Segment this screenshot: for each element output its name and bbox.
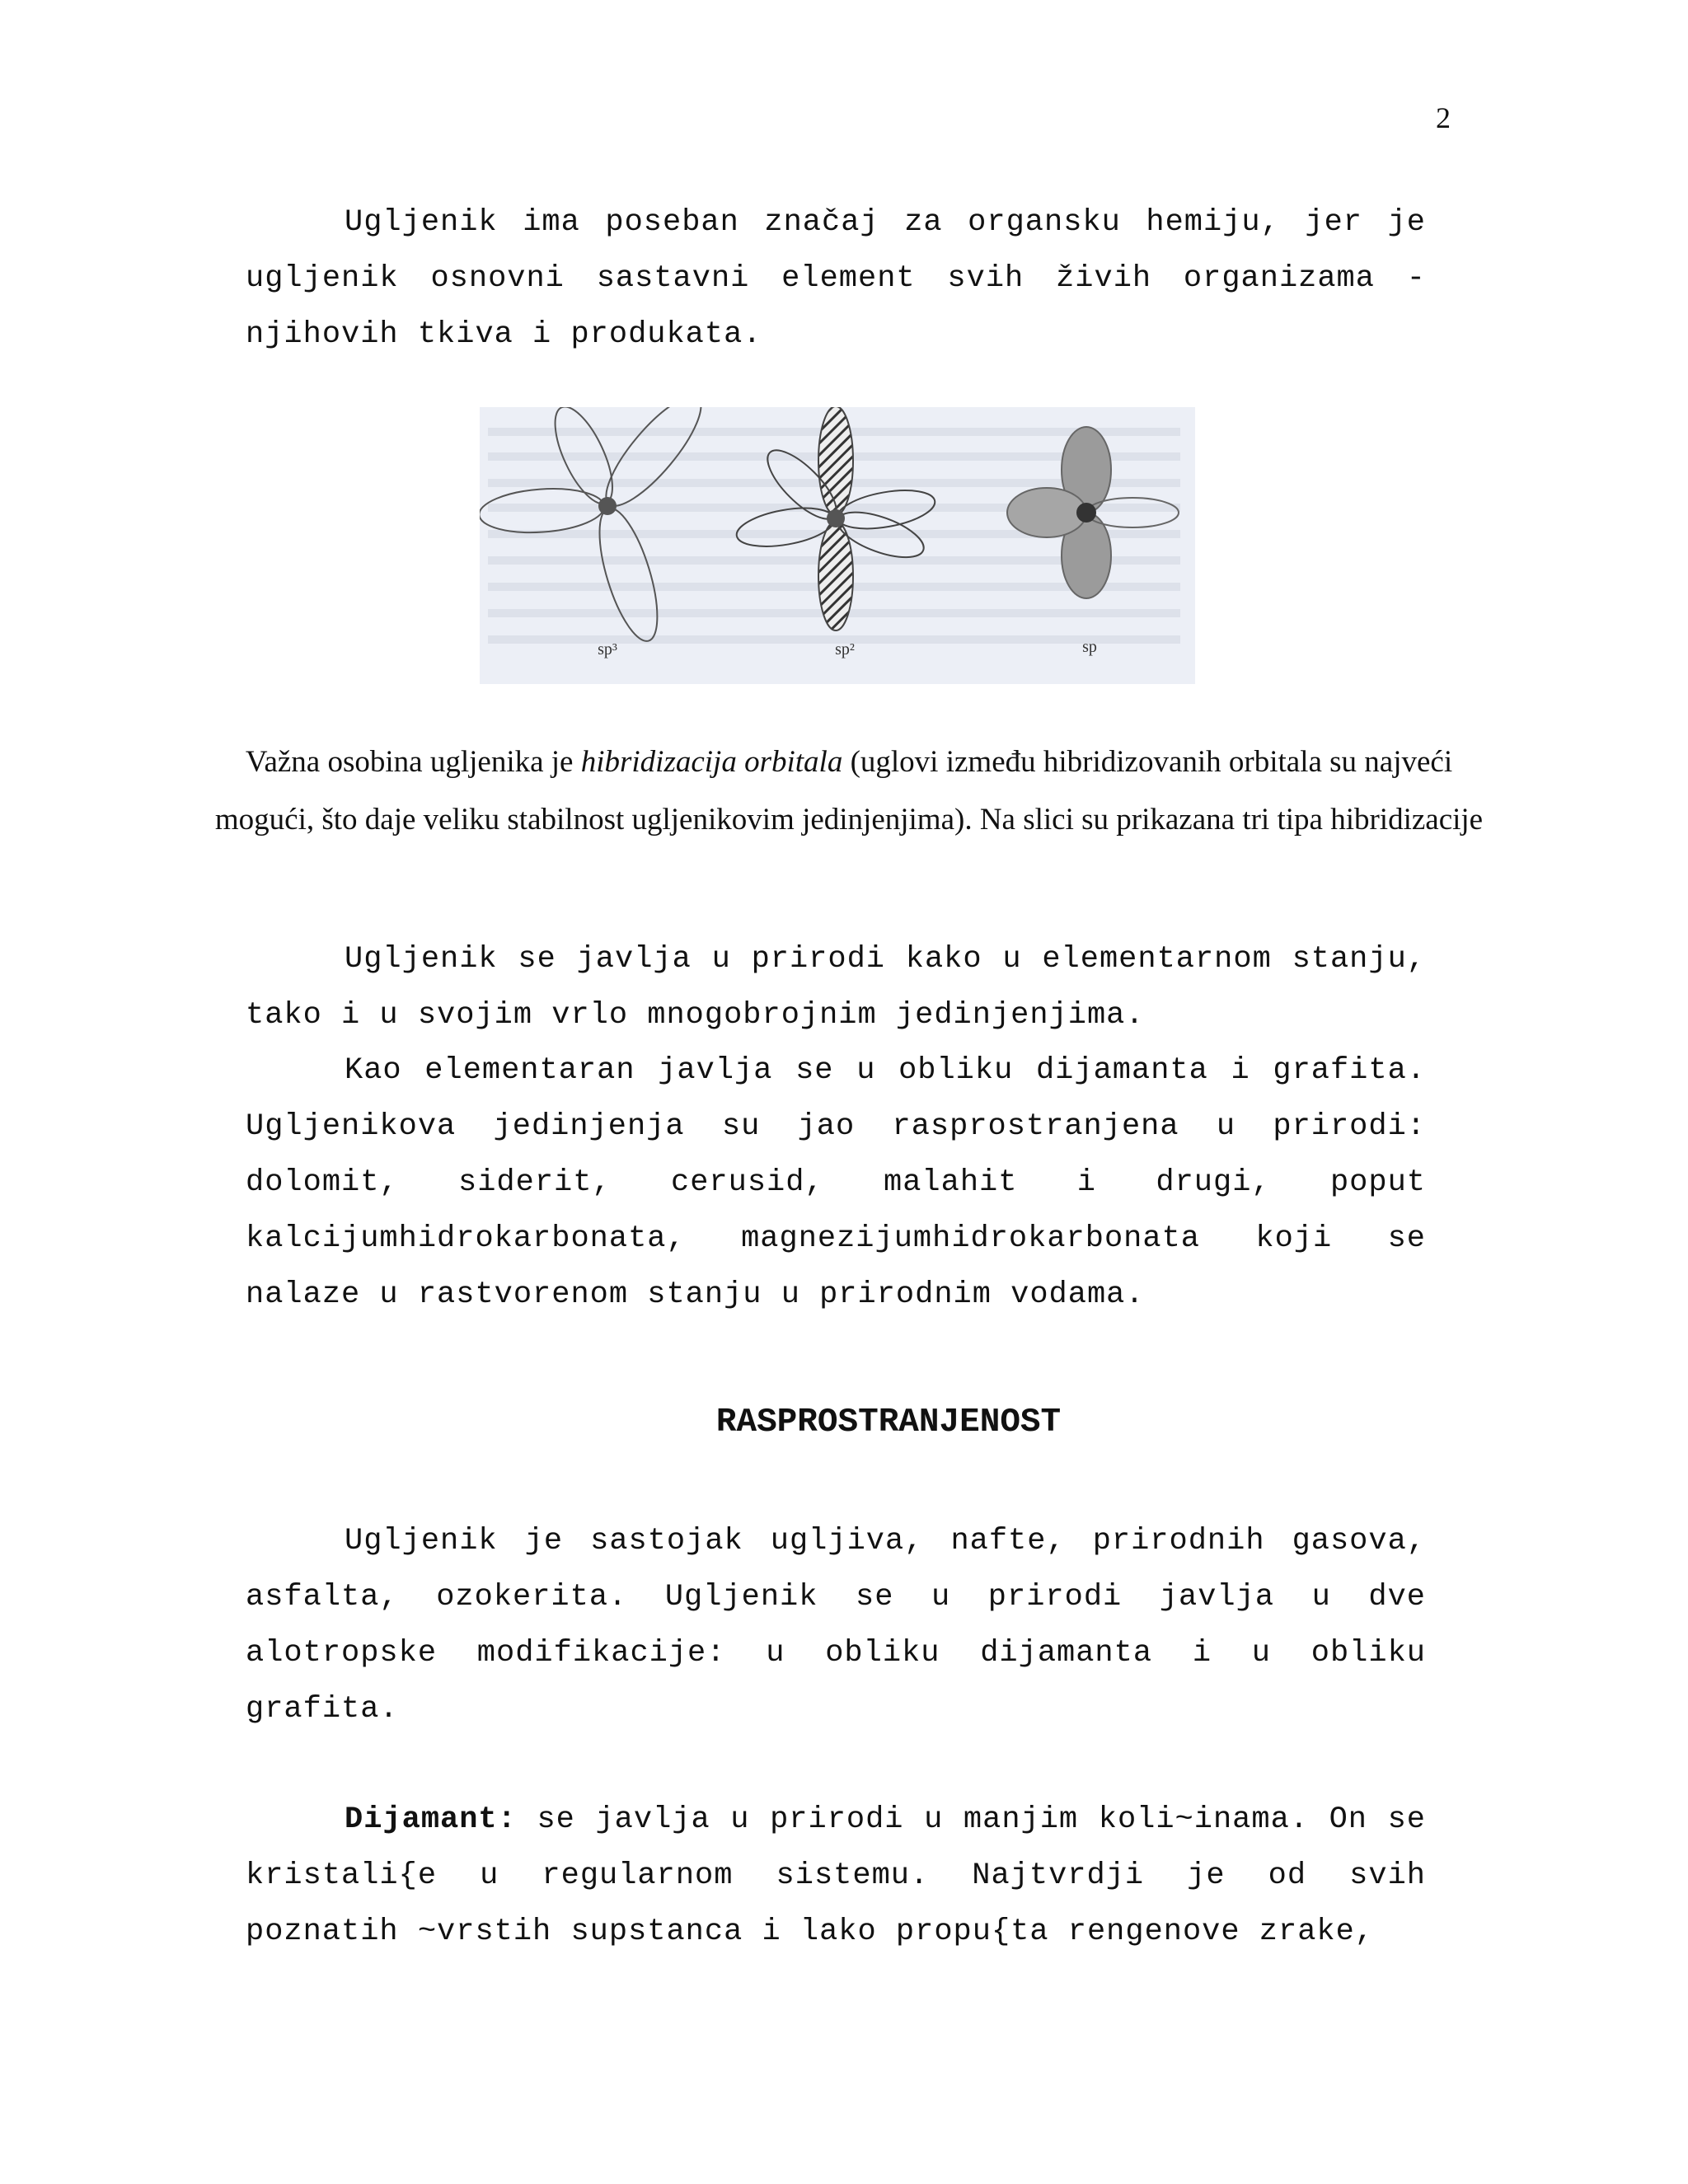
- diamond-term: Dijamant:: [345, 1802, 517, 1837]
- figure-caption: [206, 733, 1492, 849]
- diamond-text: se javlja u prirodi u manjim koli~inama. On se kristali{e u regularnom sistemu. Najtvrdji je od svih poznatih ~vrstih supstanca i lako propu{ta rengenove zrake,: [246, 1802, 1426, 1949]
- sp2-label: sp²: [835, 640, 855, 658]
- caption-emphasis: hibridizacija orbitala: [580, 745, 843, 779]
- distribution-paragraph: Ugljenik je sastojak ugljiva, nafte, prirodnih gasova, asfalta, ozokerita. Ugljenik se u prirodi javlja u dve alotropske modifikacije: u obliku dijamanta i u obliku grafita.: [246, 1524, 1426, 1727]
- caption-text-start: Važna osobina ugljenika je: [245, 745, 581, 779]
- hybridization-diagram: [480, 407, 1195, 684]
- sp2-orbital: [734, 407, 938, 630]
- elemental-forms-paragraph: Kao elementaran javlja se u obliku dijamanta i grafita. Ugljenikova jedinjenja su jao rasprostranjena u prirodi: dolomit, siderit, cerusid, malahit i drugi, poput kalcijumhidrokarbonata, magnezijumhidrokarbonata koji se nalaze u rastvorenom stanju u prirodnim vodama.: [246, 1053, 1426, 1312]
- sp3-label: sp³: [598, 640, 617, 658]
- sp-label: sp: [1082, 638, 1097, 656]
- intro-paragraph: Ugljenik ima poseban značaj za organsku hemiju, jer je ugljenik osnovni sastavni element svih živih organizama - njihovih tkiva i produkata.: [246, 205, 1426, 352]
- diamond-paragraph: [246, 1792, 1426, 1960]
- hybridization-figure: [480, 407, 1195, 684]
- occurrence-paragraph: Ugljenik se javlja u prirodi kako u elementarnom stanju, tako i u svojim vrlo mnogobrojnim jedinjenjima.: [246, 942, 1426, 1033]
- caption-text-end: (uglovi između hibridizovanih orbitala su najveći mogući, što daje veliku stabilnost ugljenikovim jedinjenjima). Na slici su prikazana tri tipa hibridizacije: [214, 745, 1484, 837]
- section-heading: RASPROSTRANJENOST: [715, 1404, 1062, 1441]
- page-number: 2: [1436, 101, 1451, 134]
